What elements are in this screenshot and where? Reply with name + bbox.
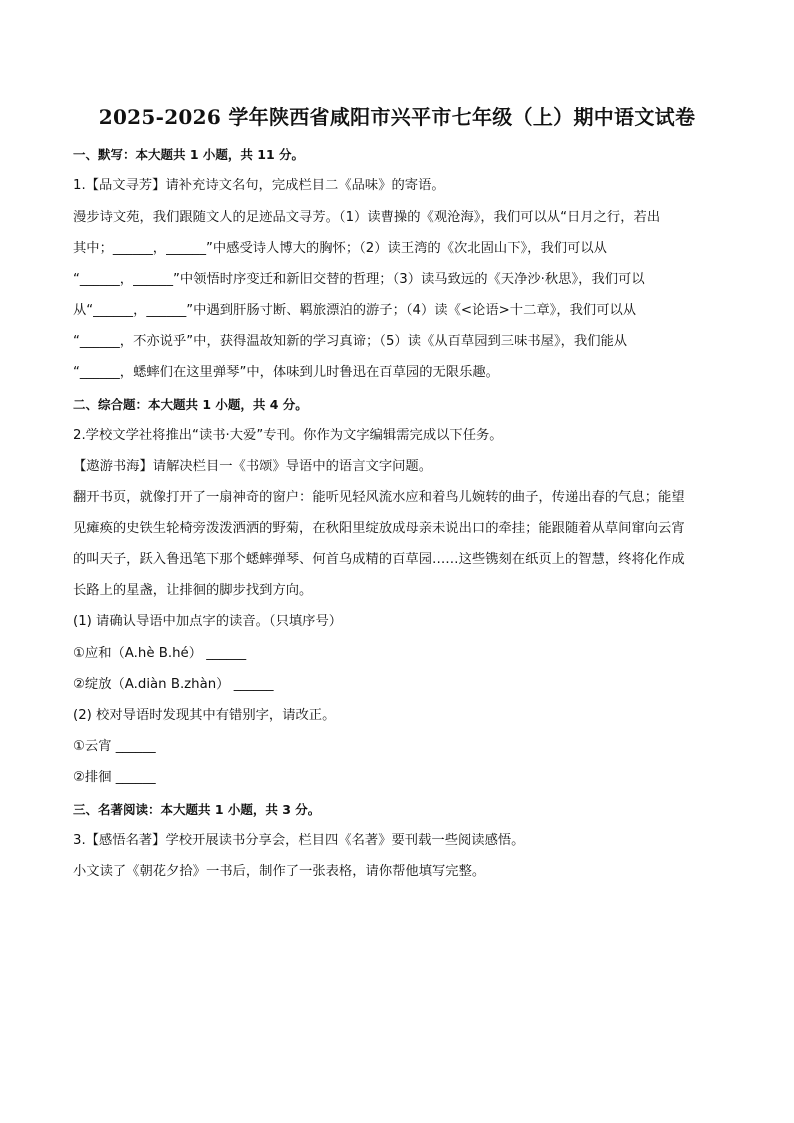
section-1-heading: 一、默写：本大题共 1 小题，共 11 分。 [73,147,305,162]
question-1-line-6: “______，蟋蟀们在这里弹琴”中，体味到儿时鲁迅在百草园的无限乐趣。 [73,365,499,380]
question-1-line-3: “______，______”中领悟时序变迁和新旧交替的哲理；（3）读马致远的《天净沙·秋思》，我们可以 [73,272,645,287]
passage-line-4: 长路上的星盏，让排徊的脚步找到方向。 [73,583,313,598]
question-2-task: 【遨游书海】请解决栏目一《书颂》导语中的语言文字问题。 [73,459,433,474]
sub-question-2: (2) 校对导语时发现其中有错别字，请改正。 [73,708,336,723]
question-3: 3.【感悟名著】学校开展读书分享会，栏目四《名著》要刊载一些阅读感悟。 [73,833,525,848]
section-2-heading: 二、综合题：本大题共 1 小题，共 4 分。 [73,397,308,412]
section-3-heading: 三、名著阅读：本大题共 1 小题，共 3 分。 [73,802,321,817]
question-1-line-5: “______，不亦说乎”中，获得温故知新的学习真谛；（5）读《从百草园到三味书屋》，我们能从 [73,334,628,349]
question-1: 1.【品文寻芳】请补充诗文名句，完成栏目二《品味》的寄语。 [73,178,445,193]
sub-question-1-a: ①应和（A.hè B.hé） ______ [73,646,247,661]
sub-question-1-b: ②绽放（A.diàn B.zhàn） ______ [73,677,274,692]
question-2: 2.学校文学社将推出“读书·大爱”专刊。你作为文字编辑需完成以下任务。 [73,428,503,443]
sub-question-2-b: ②排徊 ______ [73,770,156,785]
passage-line-1: 翻开书页，就像打开了一扇神奇的窗户：能听见轻风流水应和着鸟儿婉转的曲子，传递出春的气息；能望 [73,490,685,505]
question-1-line-1: 漫步诗文苑，我们跟随文人的足迹品文寻芳。（1）读曹操的《观沧海》，我们可以从“日月之行，若出 [73,210,661,225]
question-1-line-2: 其中；______，______”中感受诗人博大的胸怀；（2）读王湾的《次北固山下》，我们可以从 [73,241,607,256]
question-3-line: 小文读了《朝花夕拾》一书后，制作了一张表格，请你帮他填写完整。 [73,864,486,879]
passage-line-2: 见瘫痪的史铁生轮椅旁泼泼洒洒的野菊，在秋阳里绽放成母亲未说出口的牵挂；能跟随着从草间窜向云宵 [73,521,685,536]
sub-question-2-a: ①云宵 ______ [73,739,156,754]
sub-question-1: (1) 请确认导语中加点字的读音。（只填序号） [73,614,343,629]
question-1-line-4: 从“______，______”中遇到肝肠寸断、羁旅漂泊的游子；（4）读《<论语>十二章》，我们可以从 [73,303,637,318]
exam-title: 2025-2026 学年陕西省咸阳市兴平市七年级（上）期中语文试卷 [98,105,696,129]
passage-line-3: 的叫天子，跃入鲁迅笔下那个蟋蟀弹琴、何首乌成精的百草园……这些镌刻在纸页上的智慧，终将化作成 [73,552,685,567]
